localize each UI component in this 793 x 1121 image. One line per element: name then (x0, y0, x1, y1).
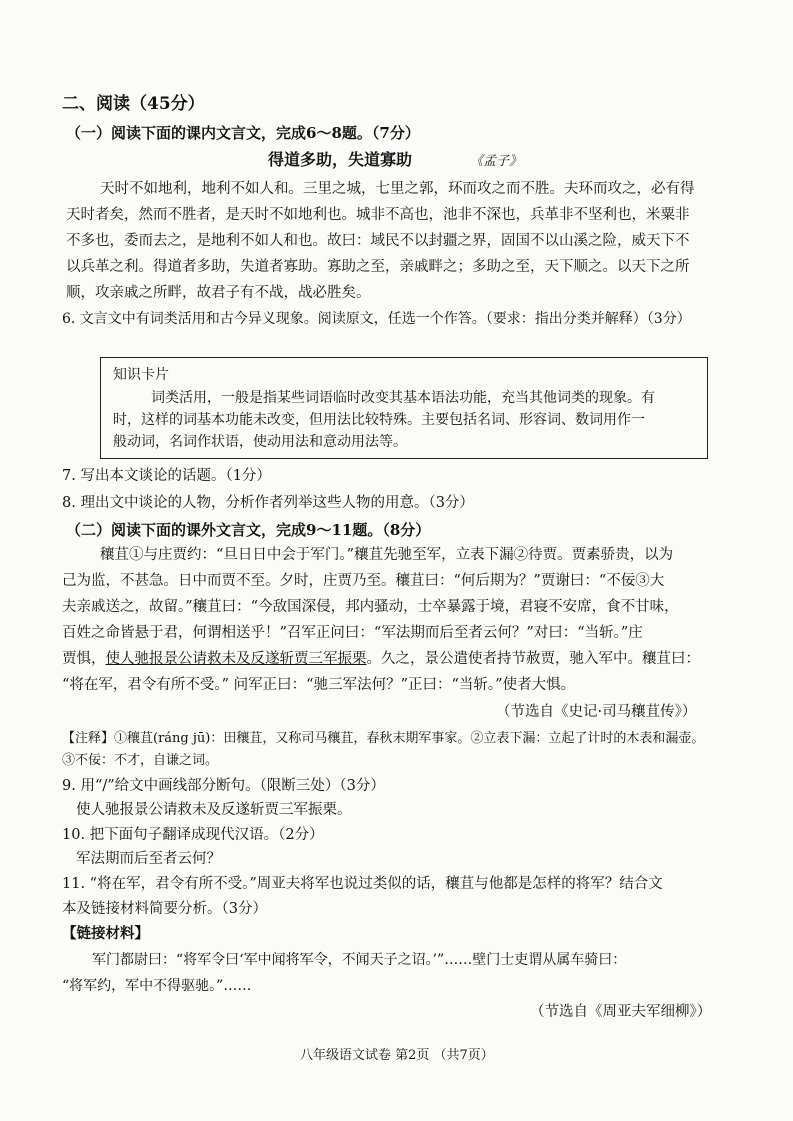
part1-heading: （一）阅读下面的课内文言文，完成6～8题。（7分） (66, 124, 420, 142)
link-line: “将军约，军中不得驱驰。”…… (62, 978, 252, 994)
annotation-line: 【注释】①穰苴(ráng jū)：田穰苴，又称司马穰苴，春秋末期军事家。②立表下漏：立起了计时的木表和漏壶。 (62, 731, 705, 746)
question-6: 6. 文言文中有词类活用和古今异义现象。阅读原文，任选一个作答。（要求：指出分类并解释）（3分） (62, 311, 691, 327)
passage2-source: （节选自《史记·司马穰苴传》） (496, 704, 697, 720)
passage2-line-underlined (62, 649, 700, 669)
passage1-line: 天时者矣，然而不胜者，是天时不如地利也。城非不高也，池非不深也，兵革非不坚利也，米粟非 (66, 207, 690, 223)
passage1-line: 顺，攻亲戚之所畔，故君子有不战，战必胜矣。 (66, 285, 371, 301)
passage-source: 《孟子》 (470, 154, 523, 169)
question-9: 9. 用“/”给文中画线部分断句。（限断三处）（3分） (62, 778, 385, 794)
link-heading: 【链接材料】 (62, 925, 149, 942)
knowledge-card-line: 词类活用，一般是指某些词语临时改变其基本语法功能，充当其他词类的现象。有 (151, 390, 655, 406)
section-heading: 二、阅读（45分） (62, 94, 205, 114)
question-8: 8. 理出文中谈论的人物，分析作者列举这些人物的用意。（3分） (62, 495, 474, 511)
passage2-text: 。久之，景公遣使者持节赦贾，驰入军中。穰苴曰： (366, 651, 700, 667)
question-10-sentence: 军法期而后至者云何？ (76, 851, 221, 867)
knowledge-card-line: 时，这样的词基本功能未改变，但用法比较特殊。主要包括名词、形容词、数词用作一 (113, 412, 645, 428)
passage2-line: 百姓之命皆悬于君，何谓相送乎！”召军正问曰：“军法期而后至者云何？”对曰：“当斩。”庄 (62, 625, 643, 641)
underlined-passage: 使人驰报景公请救未及反遂斩贾三军振栗 (105, 651, 367, 667)
passage-title: 得道多助，失道寡助 (268, 150, 413, 169)
passage1-line: 不多也，委而去之，是地利不如人和也。故曰：域民不以封疆之界，固国不以山溪之险，威天下不 (66, 233, 690, 249)
part2-heading: （二）阅读下面的课外文言文，完成9～11题。（8分） (66, 521, 431, 539)
link-line: 军门都尉曰：“将军令曰‘军中闻将军令，不闻天子之诏。’”……壁门士吏谓从属车骑曰： (92, 952, 627, 968)
question-7: 7. 写出本文谈论的话题。（1分） (62, 468, 271, 484)
annotation-line: ③不佞：不才，自谦之词。 (62, 753, 219, 768)
passage1-line: 天时不如地利，地利不如人和。三里之城，七里之郭，环而攻之而不胜。夫环而攻之，必有得 (100, 181, 695, 197)
question-10: 10. 把下面句子翻译成现代汉语。（2分） (62, 827, 324, 843)
passage1-line: 以兵革之利。得道者多助，失道者寡助。寡助之至，亲戚畔之；多助之至，天下顺之。以天下之所 (66, 259, 690, 275)
knowledge-card-title: 知识卡片 (113, 367, 169, 383)
passage2-text: 贾惧， (62, 651, 106, 667)
question-11: 11. “将在军，君令有所不受。”周亚夫将军也说过类似的话，穰苴与他都是怎样的将军？结合文 (62, 876, 663, 892)
knowledge-card-line: 般动词，名词作状语，使动用法和意动用法等。 (113, 434, 407, 450)
passage2-line: 穰苴①与庄贾约：“旦日日中会于军门。”穰苴先驰至军，立表下漏②待贾。贾素骄贵，以为 (100, 547, 674, 563)
question-9-sentence: 使人驰报景公请救未及反遂斩贾三军振栗。 (76, 802, 352, 818)
question-11-continued: 本及链接材料简要分析。（3分） (62, 901, 267, 917)
passage2-line: 夫亲戚送之，故留。”穰苴曰：“今敌国深侵，邦内骚动，士卒暴露于境，君寝不安席，食不甘味， (62, 599, 679, 615)
page-footer: 八年级语文试卷 第2页 （共7页） (300, 1048, 494, 1063)
passage2-line: 己为监，不甚急。日中而贾不至。夕时，庄贾乃至。穰苴曰：“何后期为？”贾谢曰：“不佞③大 (62, 573, 665, 589)
passage2-line: “将在军，君令有所不受。” 问军正曰：“驰三军法何？”正曰：“当斩。”使者大惧。 (62, 677, 576, 693)
knowledge-card (100, 357, 708, 459)
link-source: （节选自《周亚夫军细柳》） (530, 1004, 712, 1020)
